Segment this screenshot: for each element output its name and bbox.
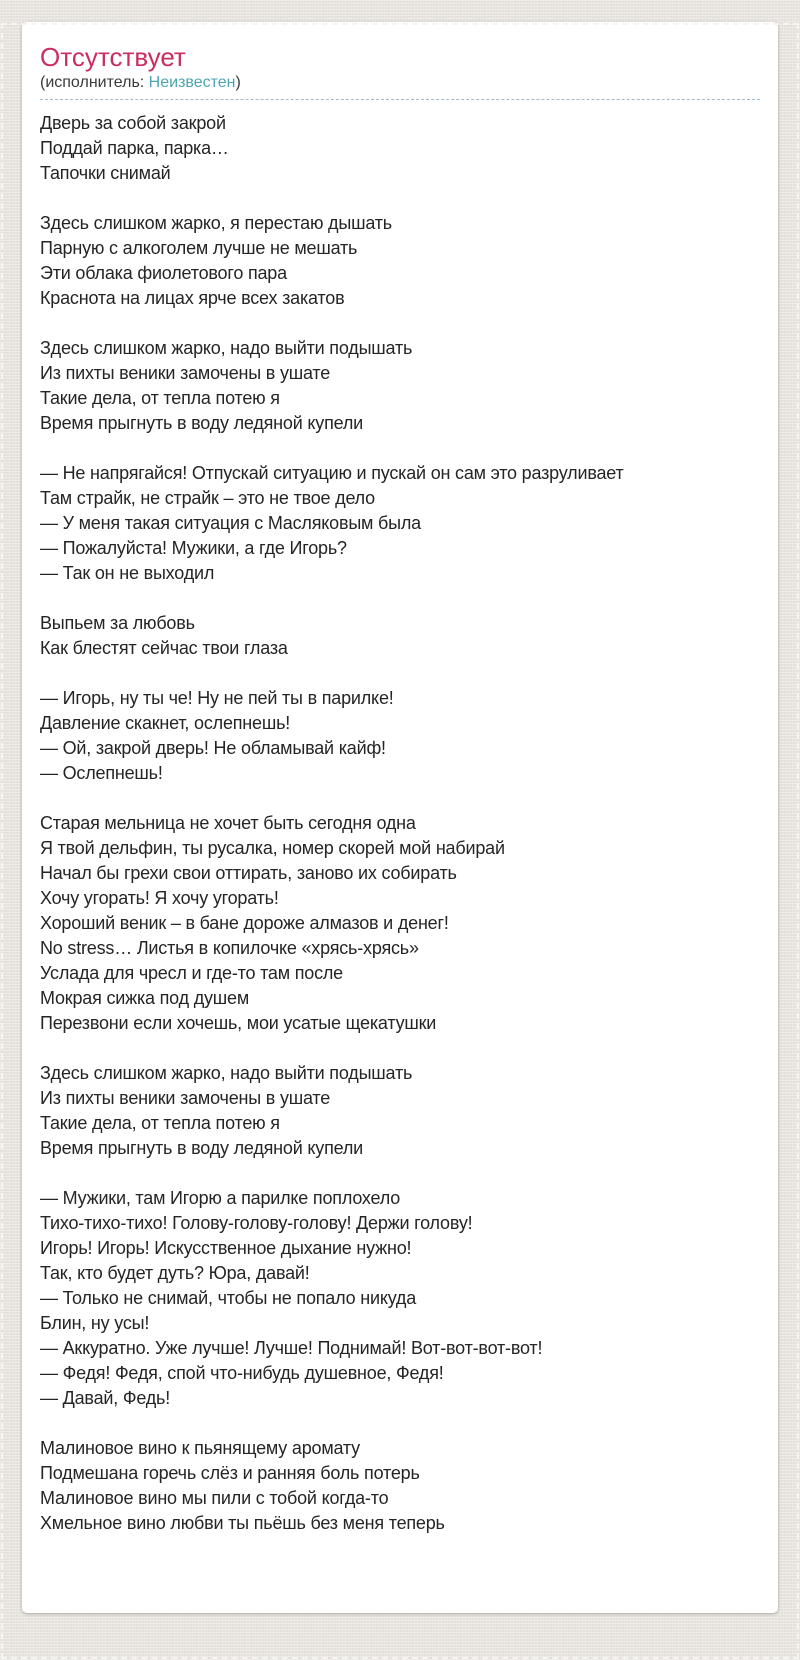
lyric-line: Из пихты веники замочены в ушате [40, 363, 331, 383]
dashed-separator [40, 99, 760, 100]
lyric-line: — Ослепнешь! [40, 763, 163, 783]
lyric-line: — Пожалуйста! Мужики, а где Игорь? [40, 538, 347, 558]
lyric-line: Игорь! Игорь! Искусственное дыхание нужно! [40, 1238, 412, 1258]
lyric-line: Я твой дельфин, ты русалка, номер скорей мой набирай [40, 838, 505, 858]
lyric-line: Хмельное вино любви ты пьёшь без меня теперь [40, 1513, 445, 1533]
artist-link[interactable]: Неизвестен [148, 74, 236, 91]
stanza [40, 211, 760, 311]
lyric-line: Услада для чресл и где-то там после [40, 963, 343, 983]
stanza [40, 686, 760, 786]
lyric-line: — Ой, закрой дверь! Не обламывай кайф! [40, 738, 386, 758]
lyric-line: — Так он не выходил [40, 563, 215, 583]
lyric-line: Малиновое вино мы пили с тобой когда-то [40, 1488, 389, 1508]
lyric-line: Малиновое вино к пьянящему аромату [40, 1438, 360, 1458]
lyric-line: Такие дела, от тепла потею я [40, 388, 280, 408]
stanza [40, 461, 760, 586]
lyric-line: Как блестят сейчас твои глаза [40, 638, 288, 658]
lyric-line: Выпьем за любовь [40, 613, 195, 633]
lyric-line: — Давай, Федь! [40, 1388, 171, 1408]
stanza [40, 1061, 760, 1161]
lyric-line: Здесь слишком жарко, я перестаю дышать [40, 213, 392, 233]
lyric-line: Тапочки снимай [40, 163, 171, 183]
lyric-line: Поддай парка, парка… [40, 138, 229, 158]
lyric-line: Хороший веник – в бане дороже алмазов и денег! [40, 913, 449, 933]
page-background [0, 22, 800, 1660]
lyric-line: Начал бы грехи свои оттирать, заново их собирать [40, 863, 457, 883]
lyric-line: — Аккуратно. Уже лучше! Лучше! Поднимай! Вот-вот-вот-вот! [40, 1338, 543, 1358]
lyric-line: Здесь слишком жарко, надо выйти подышать [40, 338, 413, 358]
lyric-line: Здесь слишком жарко, надо выйти подышать [40, 1063, 413, 1083]
lyric-line: Такие дела, от тепла потею я [40, 1113, 280, 1133]
lyric-line: Время прыгнуть в воду ледяной купели [40, 413, 363, 433]
lyric-line: Парную с алкоголем лучше не мешать [40, 238, 358, 258]
lyric-line: — У меня такая ситуация с Масляковым была [40, 513, 421, 533]
artist-suffix-label: ) [235, 74, 241, 91]
lyric-line: — Федя! Федя, спой что-нибудь душевное, Федя! [40, 1363, 444, 1383]
lyrics-card [22, 22, 778, 1613]
lyric-line: Хочу угорать! Я хочу угорать! [40, 888, 279, 908]
lyric-line: Мокрая сижка под душем [40, 988, 250, 1008]
song-title-link[interactable]: Отсутствует [40, 42, 186, 72]
lyric-line: Блин, ну усы! [40, 1313, 150, 1333]
lyric-line: Там страйк, не страйк – это не твое дело [40, 488, 375, 508]
artist-line [40, 72, 760, 99]
lyric-line: Эти облака фиолетового пара [40, 263, 287, 283]
lyric-line: Время прыгнуть в воду ледяной купели [40, 1138, 363, 1158]
stanza [40, 111, 760, 186]
lyric-line: Краснота на лицах ярче всех закатов [40, 288, 345, 308]
lyric-line: — Не напрягайся! Отпускай ситуацию и пускай он сам это разруливает [40, 463, 624, 483]
lyric-line: No stress… Листья в копилочке «хрясь-хрясь» [40, 938, 419, 958]
lyric-line: Из пихты веники замочены в ушате [40, 1088, 331, 1108]
stanza [40, 1436, 760, 1536]
lyric-line: — Игорь, ну ты че! Ну не пей ты в парилке! [40, 688, 394, 708]
lyric-line: Тихо-тихо-тихо! Голову-голову-голову! Держи голову! [40, 1213, 473, 1233]
artist-prefix-label: (исполнитель: [40, 74, 149, 91]
lyric-line: — Только не снимай, чтобы не попало никуда [40, 1288, 417, 1308]
lyric-line: Перезвони если хочешь, мои усатые щекатушки [40, 1013, 437, 1033]
lyrics [40, 111, 760, 1536]
lyric-line: Так, кто будет дуть? Юра, давай! [40, 1263, 310, 1283]
lyric-line: — Мужики, там Игорю а парилке поплохело [40, 1188, 401, 1208]
lyric-line: Давление скакнет, ослепнешь! [40, 713, 291, 733]
lyric-line: Дверь за собой закрой [40, 113, 226, 133]
stanza [40, 336, 760, 436]
stanza [40, 1186, 760, 1411]
lyric-line: Старая мельница не хочет быть сегодня одна [40, 813, 416, 833]
stanza [40, 611, 760, 661]
stanza [40, 811, 760, 1036]
lyric-line: Подмешана горечь слёз и ранняя боль потерь [40, 1463, 420, 1483]
